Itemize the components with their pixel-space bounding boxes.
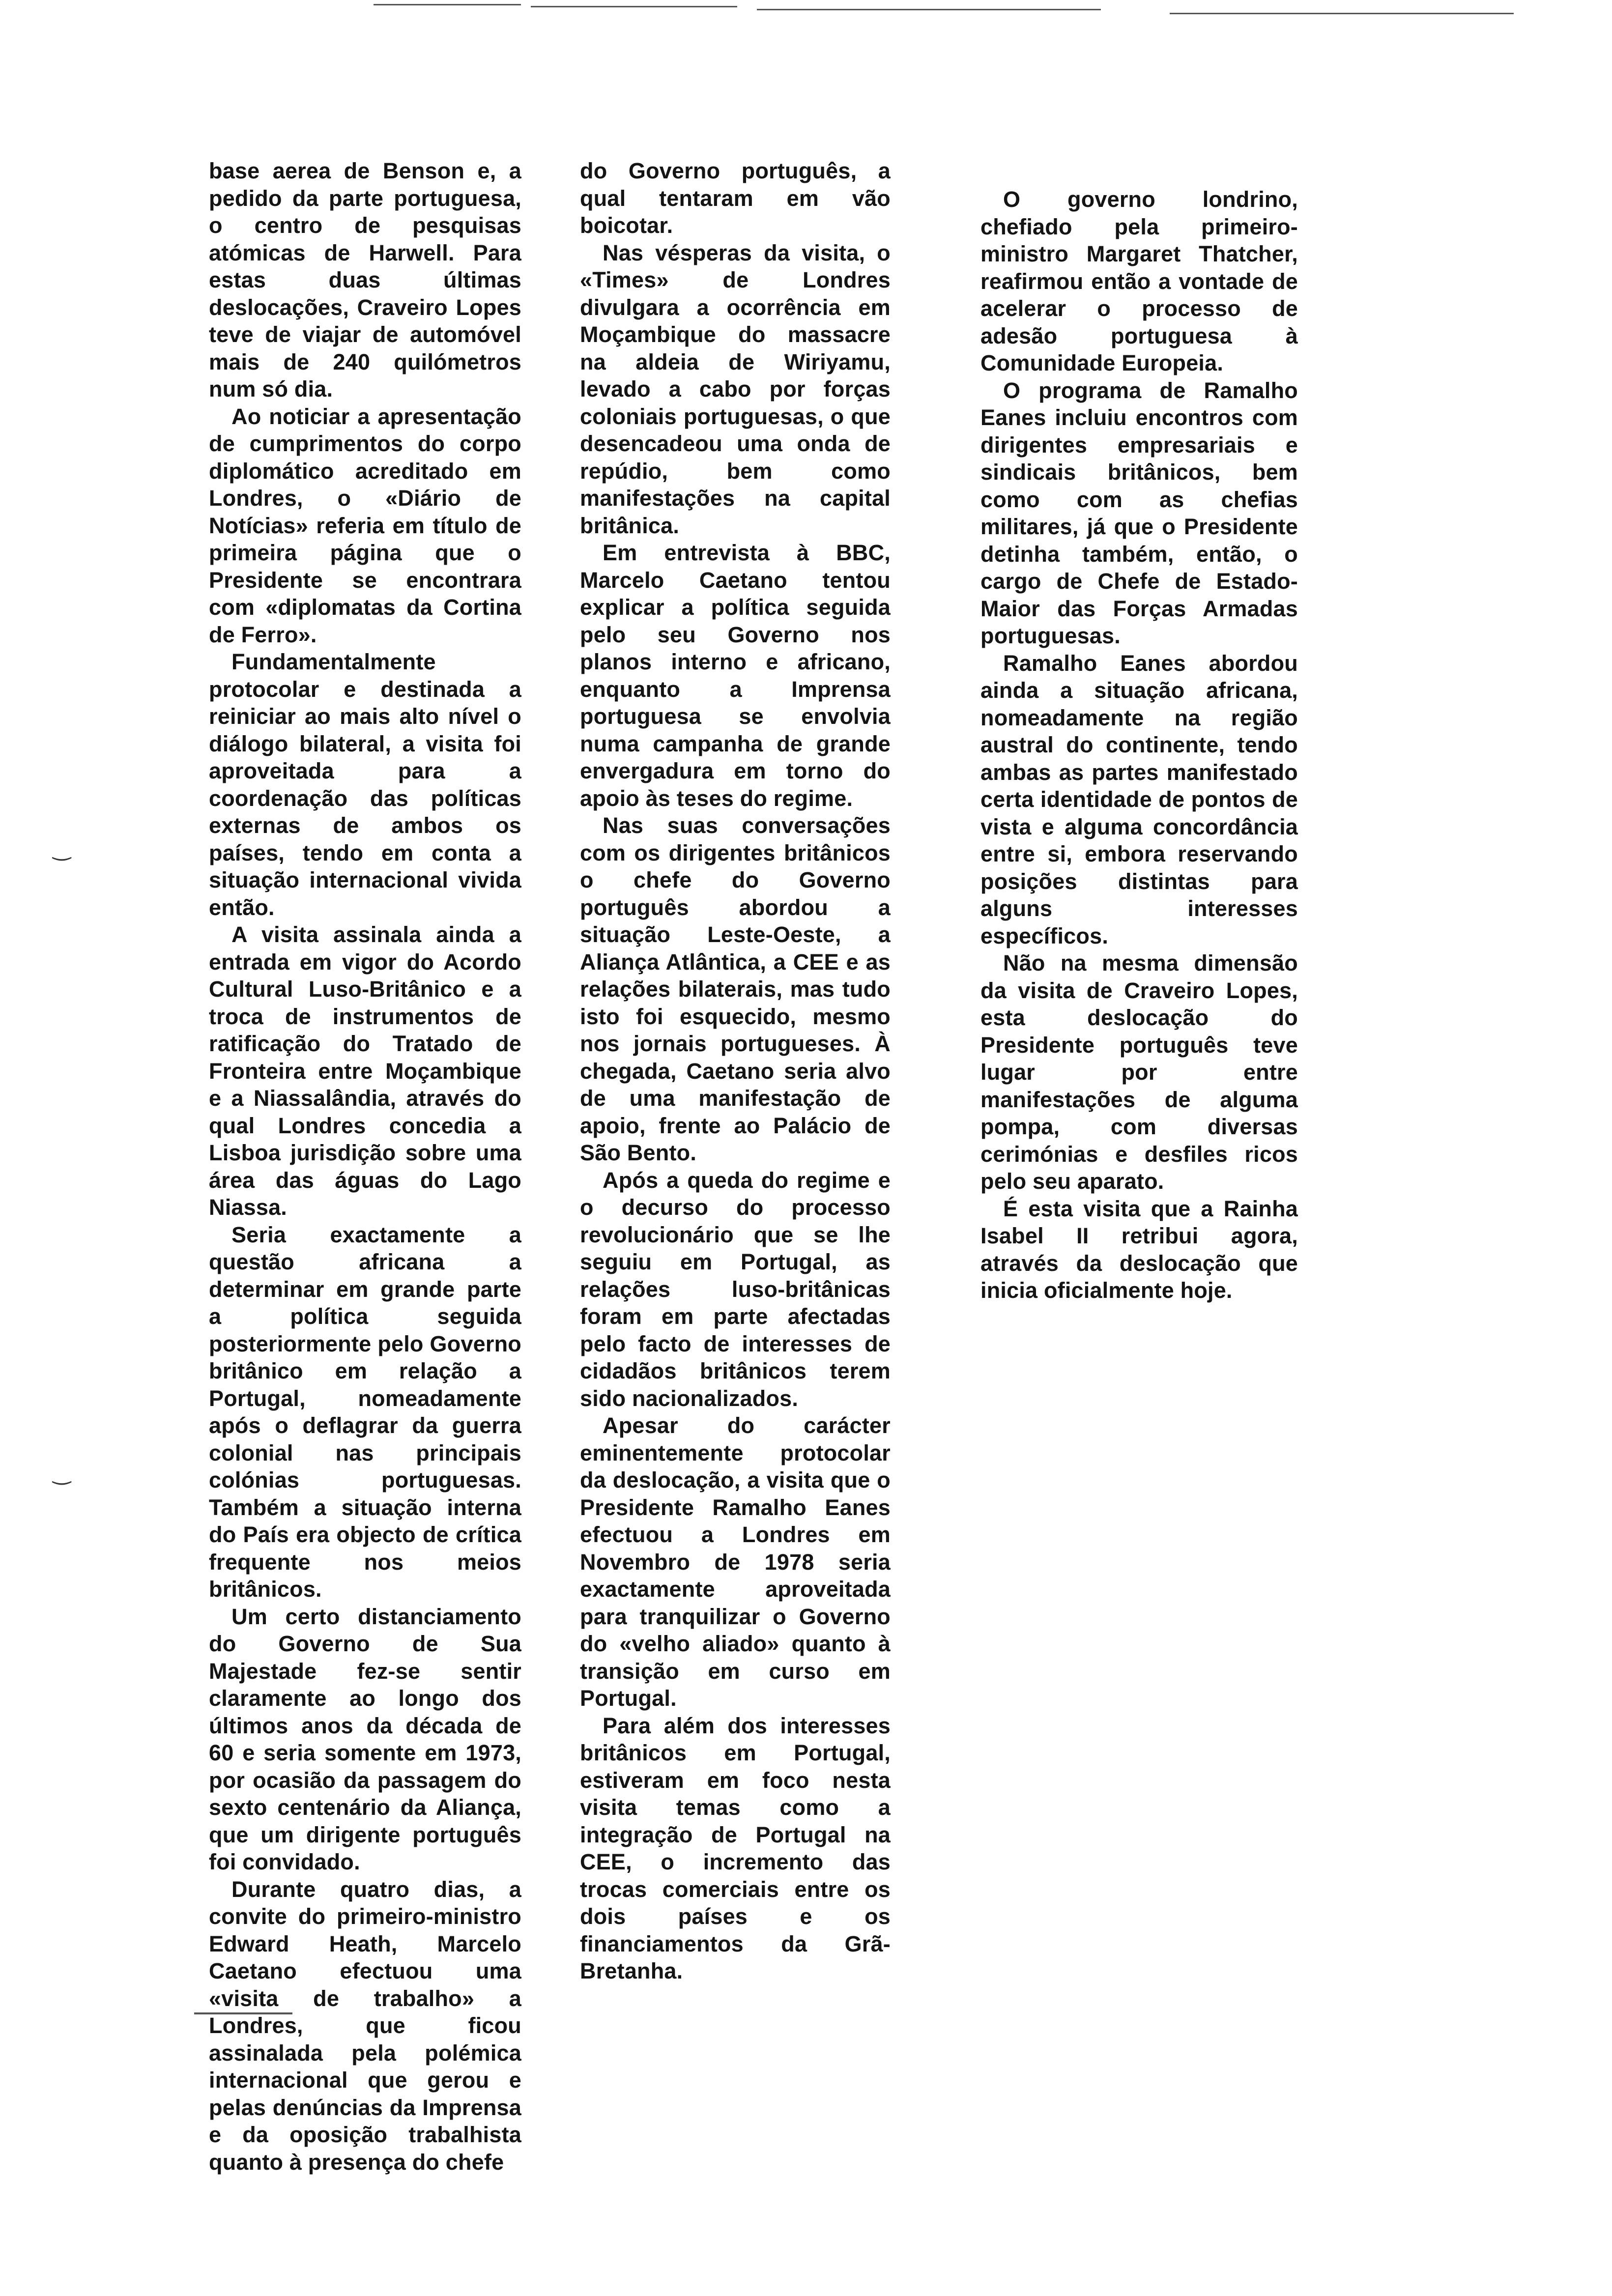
article-column-3	[980, 186, 1298, 1304]
paragraph: do Governo português, a qual tentaram em vão boicotar.	[580, 158, 891, 238]
paragraph: Fundamentalmente protocolar e destinada a reiniciar ao mais alto nível o diálogo bilateral, a visita foi aproveitada para a coordenação das políticas externas de ambos os países, tendo em conta a situação internacional vivida então.	[209, 649, 521, 920]
paragraph: Seria exactamente a questão africana a determinar em grande parte a política seguida posteriormente pelo Governo britânico em relação a Portugal, nomeadamente após o deflagrar da guerra colonial nas principais colónias portuguesas. Também a situação interna do País era objecto de crítica frequente nos meios britânicos.	[209, 1222, 521, 1602]
paragraph: Ao noticiar a apresentação de cumprimentos do corpo diplomático acreditado em Londres, o «Diário de Notícias» referia em título de primeira página que o Presidente se encontrara com «diplomatas da Cortina de Ferro».	[209, 403, 521, 647]
top-rule	[1170, 13, 1514, 14]
paragraph: Para além dos interesses britânicos em Portugal, estiveram em foco nesta visita temas como a integração de Portugal na CEE, o incremento das trocas comerciais entre os dois países e os financiamentos da Grã-Bretanha.	[580, 1713, 891, 1983]
paragraph: Não na mesma dimensão da visita de Craveiro Lopes, esta deslocação do Presidente português teve lugar por entre manifestações de alguma pompa, com diversas cerimónias e desfiles ricos pelo seu aparato.	[980, 950, 1298, 1194]
paragraph: Apesar do carácter eminentemente protocolar da deslocação, a visita que o Presidente Ramalho Eanes efectuou a Londres em Novembro de 1978 seria exactamente aproveitada para tranquilizar o Governo do «velho aliado» quanto à transição em curso em Portugal.	[580, 1413, 891, 1711]
paragraph: Nas suas conversações com os dirigentes britânicos o chefe do Governo português abordou a situação Leste-Oeste, a Aliança Atlântica, a CEE e as relações bilaterais, mas tudo isto foi esquecido, mesmo nos jornais portugueses. À chegada, Caetano seria alvo de uma manifestação de apoio, frente ao Palácio de São Bento.	[580, 813, 891, 1165]
paragraph: Ramalho Eanes abordou ainda a situação africana, nomeadamente na região austral do continente, tendo ambas as partes manifestado certa identidade de pontos de vista e alguma concordância entre si, embora reservando posições distintas para alguns interesses específicos.	[980, 650, 1298, 948]
paragraph: O programa de Ramalho Eanes incluiu encontros com dirigentes empresariais e sindicais britânicos, bem como com as chefias militares, já que o Presidente detinha também, então, o cargo de Chefe de Estado-Maior das Forças Armadas portuguesas.	[980, 377, 1298, 648]
paragraph: É esta visita que a Rainha Isabel II retribui agora, através da deslocação que inicia oficialmente hoje.	[980, 1196, 1298, 1303]
paragraph: Nas vésperas da visita, o «Times» de Londres divulgara a ocorrência em Moçambique do massacre na aldeia de Wiriyamu, levado a cabo por forças coloniais portuguesas, o que desencadeou uma onda de repúdio, bem como manifestações na capital britânica.	[580, 240, 891, 538]
top-rule	[757, 9, 1101, 10]
top-rule	[531, 6, 737, 7]
top-rule	[374, 4, 521, 5]
paragraph: Em entrevista à BBC, Marcelo Caetano tentou explicar a política seguida pelo seu Governo nos planos interno e africano, enquanto a Imprensa portuguesa se envolvia numa campanha de grande envergadura em torno do apoio às teses do regime.	[580, 540, 891, 811]
paragraph: Após a queda do regime e o decurso do processo revolucionário que se lhe seguiu em Portugal, as relações luso-britânicas foram em parte afectadas pelo facto de interesses de cidadãos britânicos terem sido nacionalizados.	[580, 1167, 891, 1411]
article-column-2	[580, 157, 891, 1985]
article-column-1	[209, 157, 521, 2176]
margin-mark: ‿	[53, 1461, 71, 1485]
paragraph: O governo londrino, chefiado pela primeiro-ministro Margaret Thatcher, reafirmou então a vontade de acelerar o processo de adesão portuguesa à Comunidade Europeia.	[980, 187, 1298, 375]
paragraph: base aerea de Benson e, a pedido da parte portuguesa, o centro de pesquisas atómicas de Harwell. Para estas duas últimas deslocações, Craveiro Lopes teve de viajar de automóvel mais de 240 quilómetros num só dia.	[209, 158, 521, 402]
paragraph: Um certo distanciamento do Governo de Sua Majestade fez-se sentir claramente ao longo dos últimos anos da década de 60 e seria somente em 1973, por ocasião da passagem do sexto centenário da Aliança, que um dirigente português foi convidado.	[209, 1604, 521, 1874]
margin-mark: ‿	[53, 836, 71, 861]
paragraph: A visita assinala ainda a entrada em vigor do Acordo Cultural Luso-Britânico e a troca de instrumentos de ratificação do Tratado de Fronteira entre Moçambique e a Niassalândia, através do qual Londres concedia a Lisboa jurisdição sobre uma área das águas do Lago Niassa.	[209, 922, 521, 1220]
paragraph: Durante quatro dias, a convite do primeiro-ministro Edward Heath, Marcelo Caetano efectuou uma «visita de trabalho» a Londres, que ficou assinalada pela polémica internacional que gerou e pelas denúncias da Imprensa e da oposição trabalhista quanto à presença do chefe	[209, 1876, 521, 2175]
